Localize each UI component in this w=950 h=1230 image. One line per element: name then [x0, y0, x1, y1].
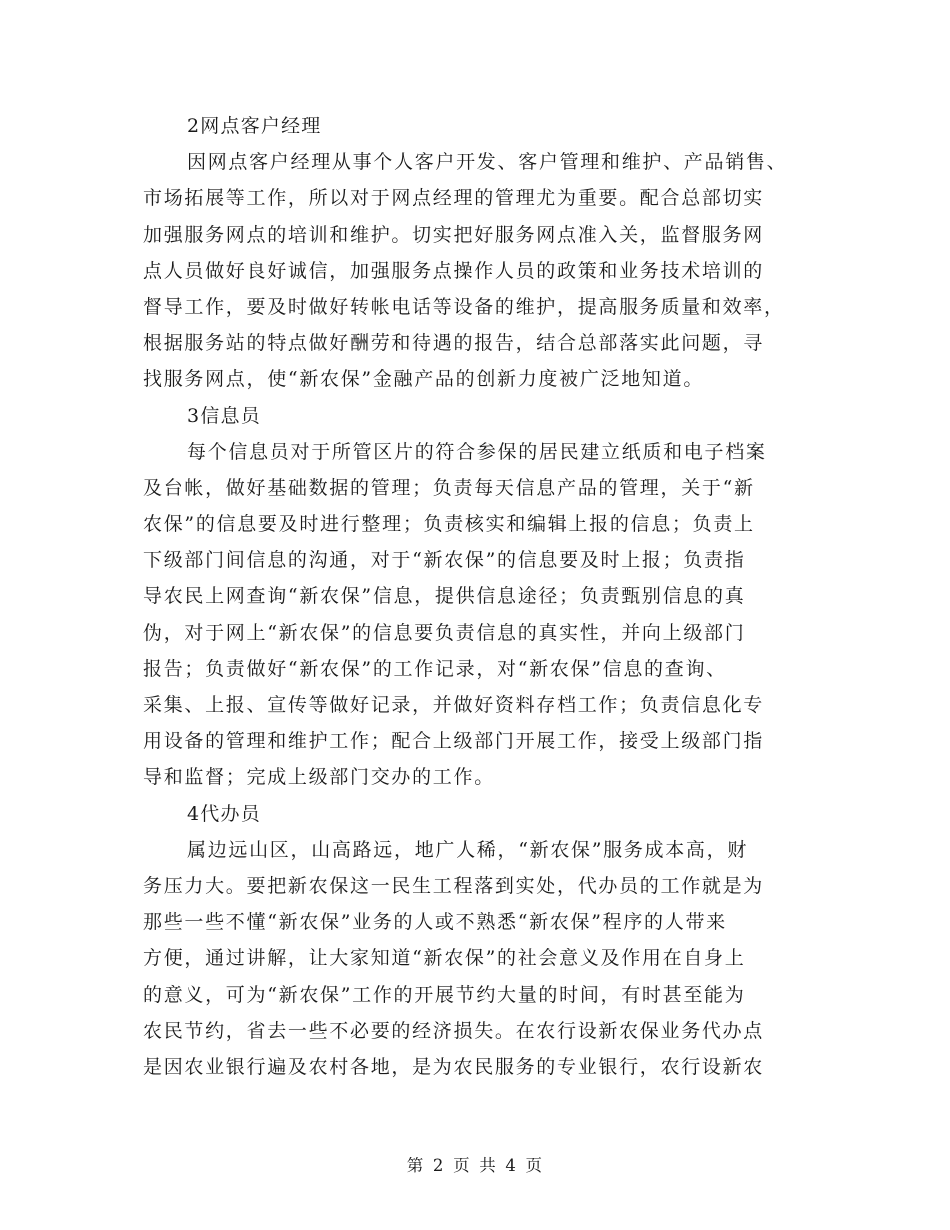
paragraph-line: 的意义，可为“新农保”工作的开展节约大量的时间，有时甚至能为: [143, 983, 746, 1006]
paragraph-line: 找服务网点，使“新农保”金融产品的创新力度被广泛地知道。: [143, 368, 705, 391]
footer-total-pages: 4: [505, 1156, 518, 1175]
paragraph-line: 报告；负责做好“新农保”的工作记录，对“新农保”信息的查询、: [143, 657, 727, 680]
paragraph-line: 是因农业银行遍及农村各地，是为农民服务的专业银行，农行设新农: [143, 1055, 765, 1078]
footer-current-page: 2: [432, 1156, 445, 1175]
footer-page-word-2: 页: [525, 1156, 544, 1175]
paragraph-line: 每个信息员对于所管区片的符合参保的居民建立纸质和电子档案: [187, 440, 767, 463]
section-heading-2: 2网点客户经理: [187, 115, 322, 137]
paragraph-line: 下级部门间信息的沟通，对于“新农保”的信息要及时上报；负责指: [143, 549, 746, 572]
paragraph-line: 属边远山区，山高路远，地广人稀，“新农保”服务成本高，财: [187, 838, 749, 861]
paragraph-line: 加强服务网点的培训和维护。切实把好服务网点准入关，监督服务网: [143, 223, 765, 246]
paragraph-line: 方便，通过讲解，让大家知道“新农保”的社会意义及作用在自身上: [143, 947, 746, 970]
paragraph-line: 那些一些不懂“新农保”业务的人或不熟悉“新农保”程序的人带来: [143, 911, 727, 934]
paragraph-line: 导和监督；完成上级部门交办的工作。: [143, 766, 495, 789]
paragraph-line: 用设备的管理和维护工作；配合上级部门开展工作，接受上级部门指: [143, 730, 765, 753]
footer-prefix: 第: [406, 1156, 425, 1175]
document-body: [143, 108, 815, 1085]
paragraph-line: 因网点客户经理从事个人客户开发、客户管理和维护、产品销售、: [187, 151, 788, 174]
footer-page-word: 页: [453, 1156, 471, 1175]
paragraph-line: 伪，对于网上“新农保”的信息要负责信息的真实性，并向上级部门: [143, 621, 746, 644]
paragraph-line: 根据服务站的特点做好酬劳和待遇的报告，结合总部落实此问题，寻: [143, 332, 765, 355]
paragraph-line: 市场拓展等工作，所以对于网点经理的管理尤为重要。配合总部切实: [143, 187, 765, 210]
paragraph-line: 导农民上网查询“新农保”信息，提供信息途径；负责甄别信息的真: [143, 585, 746, 608]
section-heading-4: 4代办员: [187, 802, 261, 825]
paragraph-line: 点人员做好良好诚信，加强服务点操作人员的政策和业务技术培训的: [143, 259, 765, 282]
paragraph-line: 督导工作，要及时做好转帐电话等设备的维护，提高服务质量和效率，: [143, 295, 785, 318]
section-heading-3: 3信息员: [187, 404, 261, 427]
paragraph-line: 务压力大。要把新农保这一民生工程落到实处，代办员的工作就是为: [143, 874, 765, 897]
paragraph-line: 农民节约，省去一些不必要的经济损失。在农行设新农保业务代办点: [143, 1019, 765, 1042]
paragraph-line: 农保”的信息要及时进行整理；负责核实和编辑上报的信息；负责上: [143, 513, 755, 536]
page-footer: [0, 1152, 950, 1176]
footer-total-word: 共: [479, 1156, 497, 1175]
paragraph-line: 及台帐，做好基础数据的管理；负责每天信息产品的管理，关于“新: [143, 476, 755, 499]
paragraph-line: 采集、上报、宣传等做好记录，并做好资料存档工作；负责信息化专: [143, 694, 765, 716]
